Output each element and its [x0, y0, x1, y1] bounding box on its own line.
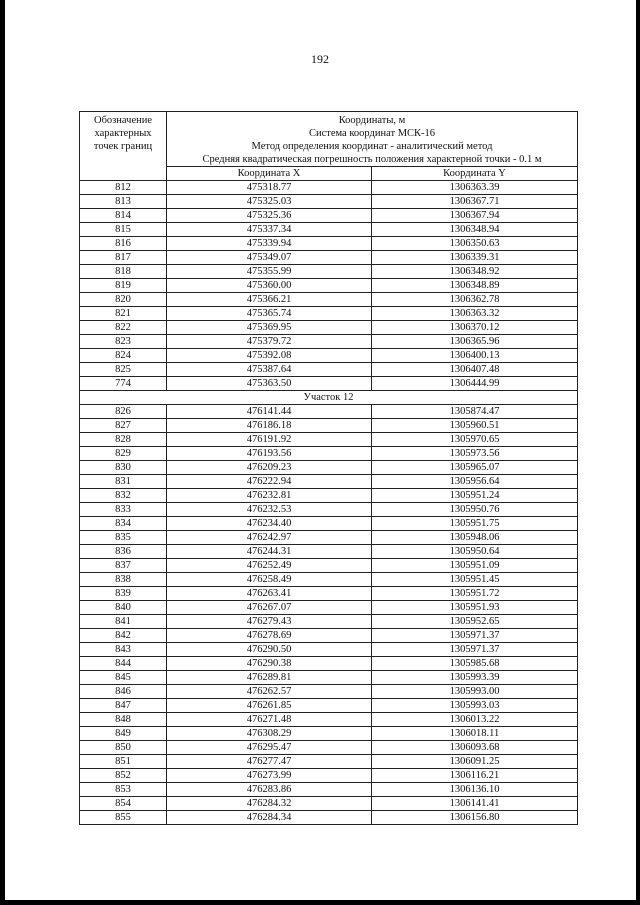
coord-y-cell: 1305973.56	[372, 447, 578, 461]
coord-y-cell: 1306013.22	[372, 713, 578, 727]
coord-y-cell: 1306363.39	[372, 181, 578, 195]
table-row	[80, 671, 578, 685]
header-label-line: точек границ	[93, 141, 153, 152]
coord-x-cell: 475318.77	[167, 181, 372, 195]
coord-x-cell: 475325.03	[167, 195, 372, 209]
coord-y-cell: 1305956.64	[372, 475, 578, 489]
coord-x-cell: 475349.07	[167, 251, 372, 265]
point-id-cell: 816	[80, 237, 167, 251]
point-id-cell: 817	[80, 251, 167, 265]
header-label-cell	[80, 112, 167, 181]
coord-y-cell: 1306348.89	[372, 279, 578, 293]
point-id-cell: 815	[80, 223, 167, 237]
table-row	[80, 265, 578, 279]
table-row	[80, 559, 578, 573]
coord-y-cell: 1305951.75	[372, 517, 578, 531]
coord-x-cell: 476284.34	[167, 811, 372, 825]
table-row	[80, 685, 578, 699]
coord-x-cell: 476271.48	[167, 713, 372, 727]
table-row	[80, 615, 578, 629]
coord-x-cell: 475387.64	[167, 363, 372, 377]
coord-y-cell: 1305951.93	[372, 601, 578, 615]
point-id-cell: 837	[80, 559, 167, 573]
coord-x-cell: 476141.44	[167, 405, 372, 419]
table-row	[80, 811, 578, 825]
coord-y-cell: 1306136.10	[372, 783, 578, 797]
coord-x-cell: 476295.47	[167, 741, 372, 755]
coord-x-cell: 476209.23	[167, 461, 372, 475]
coord-y-cell: 1305960.51	[372, 419, 578, 433]
header-group-cell	[167, 112, 578, 167]
section-label: Участок 12	[80, 391, 578, 405]
header-group-line: Средняя квадратическая погрешность положения характерной точки - 0.1 м	[202, 154, 542, 165]
coord-y-cell: 1305951.24	[372, 489, 578, 503]
table-row	[80, 475, 578, 489]
point-id-cell: 834	[80, 517, 167, 531]
point-id-cell: 832	[80, 489, 167, 503]
coord-y-cell: 1305985.68	[372, 657, 578, 671]
scan-border-right	[636, 0, 640, 905]
coord-y-cell: 1305951.09	[372, 559, 578, 573]
page-number: 192	[311, 52, 329, 66]
coord-x-cell: 476267.07	[167, 601, 372, 615]
coord-x-cell: 475325.36	[167, 209, 372, 223]
point-id-cell: 839	[80, 587, 167, 601]
point-id-cell: 813	[80, 195, 167, 209]
point-id-cell: 835	[80, 531, 167, 545]
coord-y-cell: 1306018.11	[372, 727, 578, 741]
point-id-cell: 838	[80, 573, 167, 587]
coord-y-cell: 1306367.71	[372, 195, 578, 209]
point-id-cell: 826	[80, 405, 167, 419]
point-id-cell: 818	[80, 265, 167, 279]
scan-border-bottom	[0, 900, 640, 905]
coordinates-table	[79, 111, 578, 825]
coord-x-cell: 476289.81	[167, 671, 372, 685]
point-id-cell: 855	[80, 811, 167, 825]
coord-x-cell: 476244.31	[167, 545, 372, 559]
coord-y-cell: 1306093.68	[372, 741, 578, 755]
coord-x-cell: 476308.29	[167, 727, 372, 741]
coord-x-cell: 475366.21	[167, 293, 372, 307]
point-id-cell: 849	[80, 727, 167, 741]
point-id-cell: 852	[80, 769, 167, 783]
table-row	[80, 657, 578, 671]
coord-y-cell: 1306367.94	[372, 209, 578, 223]
col-header-y: Координата Y	[372, 167, 578, 181]
coord-x-cell: 475339.94	[167, 237, 372, 251]
table-row	[80, 279, 578, 293]
table-row	[80, 195, 578, 209]
table-row	[80, 181, 578, 195]
point-id-cell: 833	[80, 503, 167, 517]
point-id-cell: 844	[80, 657, 167, 671]
coord-y-cell: 1305965.07	[372, 461, 578, 475]
coord-x-cell: 476290.50	[167, 643, 372, 657]
point-id-cell: 840	[80, 601, 167, 615]
coord-x-cell: 476278.69	[167, 629, 372, 643]
point-id-cell: 828	[80, 433, 167, 447]
scan-border-left	[0, 0, 5, 905]
point-id-cell: 825	[80, 363, 167, 377]
coord-x-cell: 476186.18	[167, 419, 372, 433]
point-id-cell: 848	[80, 713, 167, 727]
point-id-cell: 842	[80, 629, 167, 643]
coord-x-cell: 476252.49	[167, 559, 372, 573]
coord-x-cell: 475360.00	[167, 279, 372, 293]
coord-x-cell: 476191.92	[167, 433, 372, 447]
table-row	[80, 643, 578, 657]
coord-y-cell: 1305993.03	[372, 699, 578, 713]
table-row	[80, 209, 578, 223]
header-group-line: Система координат МСК-16	[308, 128, 436, 139]
coord-y-cell: 1305950.76	[372, 503, 578, 517]
table-row	[80, 601, 578, 615]
point-id-cell: 812	[80, 181, 167, 195]
coord-y-cell: 1305993.00	[372, 685, 578, 699]
coord-y-cell: 1305971.37	[372, 629, 578, 643]
coord-x-cell: 475392.08	[167, 349, 372, 363]
coord-x-cell: 475365.74	[167, 307, 372, 321]
coord-x-cell: 476279.43	[167, 615, 372, 629]
table-row	[80, 741, 578, 755]
table-row	[80, 797, 578, 811]
point-id-cell: 841	[80, 615, 167, 629]
header-row	[80, 112, 578, 167]
table-row	[80, 545, 578, 559]
point-id-cell: 822	[80, 321, 167, 335]
table-row	[80, 573, 578, 587]
point-id-cell: 824	[80, 349, 167, 363]
coord-x-cell: 476261.85	[167, 699, 372, 713]
point-id-cell: 820	[80, 293, 167, 307]
table-row	[80, 223, 578, 237]
table-row	[80, 713, 578, 727]
table-row	[80, 321, 578, 335]
table-row	[80, 629, 578, 643]
point-id-cell: 850	[80, 741, 167, 755]
coord-y-cell: 1306141.41	[372, 797, 578, 811]
point-id-cell: 821	[80, 307, 167, 321]
table-row	[80, 377, 578, 391]
table-row	[80, 699, 578, 713]
point-id-cell: 854	[80, 797, 167, 811]
point-id-cell: 845	[80, 671, 167, 685]
coord-x-cell: 476193.56	[167, 447, 372, 461]
coord-x-cell: 476263.41	[167, 587, 372, 601]
coord-y-cell: 1306116.21	[372, 769, 578, 783]
coord-y-cell: 1305948.06	[372, 531, 578, 545]
coord-x-cell: 476283.86	[167, 783, 372, 797]
coord-y-cell: 1306400.13	[372, 349, 578, 363]
coord-y-cell: 1305950.64	[372, 545, 578, 559]
coord-y-cell: 1306365.96	[372, 335, 578, 349]
point-id-cell: 851	[80, 755, 167, 769]
coord-y-cell: 1306339.31	[372, 251, 578, 265]
coord-x-cell: 475337.34	[167, 223, 372, 237]
point-id-cell: 827	[80, 419, 167, 433]
table-row	[80, 503, 578, 517]
table-row	[80, 293, 578, 307]
table-row	[80, 447, 578, 461]
point-id-cell: 774	[80, 377, 167, 391]
coord-y-cell: 1306156.80	[372, 811, 578, 825]
table-row	[80, 419, 578, 433]
point-id-cell: 819	[80, 279, 167, 293]
point-id-cell: 853	[80, 783, 167, 797]
coord-x-cell: 476262.57	[167, 685, 372, 699]
table-row	[80, 531, 578, 545]
coord-y-cell: 1306407.48	[372, 363, 578, 377]
table-row	[80, 755, 578, 769]
coord-x-cell: 476232.53	[167, 503, 372, 517]
table-row	[80, 587, 578, 601]
table-row	[80, 433, 578, 447]
coord-x-cell: 476258.49	[167, 573, 372, 587]
coord-x-cell: 475379.72	[167, 335, 372, 349]
header-group-line: Метод определения координат - аналитический метод	[251, 141, 493, 152]
coord-x-cell: 476284.32	[167, 797, 372, 811]
coord-y-cell: 1306444.99	[372, 377, 578, 391]
coord-y-cell: 1306363.32	[372, 307, 578, 321]
coord-x-cell: 475355.99	[167, 265, 372, 279]
coord-y-cell: 1305951.45	[372, 573, 578, 587]
coord-x-cell: 476234.40	[167, 517, 372, 531]
coord-x-cell: 476273.99	[167, 769, 372, 783]
coord-y-cell: 1306350.63	[372, 237, 578, 251]
coord-y-cell: 1306091.25	[372, 755, 578, 769]
table-row	[80, 237, 578, 251]
table-row	[80, 251, 578, 265]
header-label-line: характерных	[94, 128, 152, 139]
table-row	[80, 489, 578, 503]
point-id-cell: 823	[80, 335, 167, 349]
table-row	[80, 783, 578, 797]
coord-y-cell: 1306348.92	[372, 265, 578, 279]
coord-x-cell: 476277.47	[167, 755, 372, 769]
table-row	[80, 363, 578, 377]
table-row	[80, 769, 578, 783]
point-id-cell: 829	[80, 447, 167, 461]
coord-y-cell: 1306362.78	[372, 293, 578, 307]
coord-y-cell: 1305951.72	[372, 587, 578, 601]
coord-x-cell: 476290.38	[167, 657, 372, 671]
coord-y-cell: 1305970.65	[372, 433, 578, 447]
coord-y-cell: 1305874.47	[372, 405, 578, 419]
coord-x-cell: 476232.81	[167, 489, 372, 503]
coord-y-cell: 1306370.12	[372, 321, 578, 335]
header-label-line: Обозначение	[93, 115, 153, 126]
coord-y-cell: 1306348.94	[372, 223, 578, 237]
point-id-cell: 847	[80, 699, 167, 713]
point-id-cell: 846	[80, 685, 167, 699]
coord-y-cell: 1305971.37	[372, 643, 578, 657]
table-row	[80, 405, 578, 419]
table-row	[80, 517, 578, 531]
coord-x-cell: 476242.97	[167, 531, 372, 545]
section-row	[80, 391, 578, 405]
point-id-cell: 831	[80, 475, 167, 489]
coord-x-cell: 475369.95	[167, 321, 372, 335]
table-row	[80, 307, 578, 321]
coord-x-cell: 475363.50	[167, 377, 372, 391]
table-row	[80, 727, 578, 741]
point-id-cell: 814	[80, 209, 167, 223]
point-id-cell: 843	[80, 643, 167, 657]
point-id-cell: 830	[80, 461, 167, 475]
table-row	[80, 335, 578, 349]
col-header-x: Координата X	[167, 167, 372, 181]
coord-y-cell: 1305952.65	[372, 615, 578, 629]
table-row	[80, 461, 578, 475]
header-group-line: Координаты, м	[338, 115, 406, 126]
coord-x-cell: 476222.94	[167, 475, 372, 489]
point-id-cell: 836	[80, 545, 167, 559]
table-row	[80, 349, 578, 363]
coord-y-cell: 1305993.39	[372, 671, 578, 685]
